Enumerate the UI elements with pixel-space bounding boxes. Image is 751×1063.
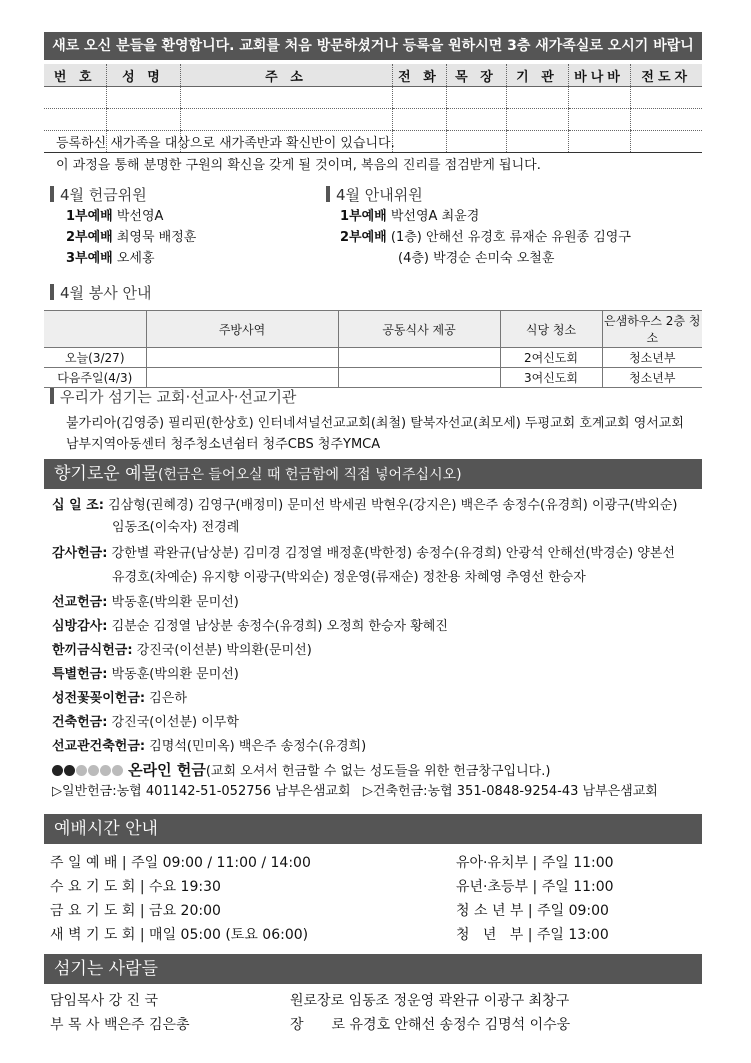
table-cell: 2여신도회 (500, 348, 602, 368)
col-barnabas: 바나바 (568, 64, 630, 87)
row-label: 2부예배 (66, 230, 113, 245)
list-item: 수 요 기 도 회 | 수요 19:30 (50, 879, 221, 895)
section-bar (50, 388, 54, 404)
list-item (52, 688, 187, 710)
section-bar (326, 186, 330, 202)
building-account: ▷건축헌금:농협 351-0848-9254-43 남부은샘교회 (362, 784, 658, 799)
offering-names: 박동훈(박의환 문미선) (111, 595, 239, 610)
list-item (66, 206, 196, 227)
account-line (52, 781, 658, 803)
col-evangelist: 전도자 (630, 64, 702, 87)
service-col-house: 은샘하우스 2층 청소 (602, 311, 702, 348)
servant-role: 원로장로 (290, 993, 345, 1009)
list-item: 유아·유치부 | 주일 11:00 (456, 855, 614, 871)
table-cell (338, 368, 500, 388)
row-names: 최영묵 배정훈 (116, 230, 197, 245)
servant-role: 담임목사 (50, 993, 105, 1009)
col-phone: 전 화 (392, 64, 446, 87)
service-col-kitchen: 주방사역 (146, 311, 338, 348)
row-names: (1층) 안해선 유경호 류재순 유원종 김영구 (390, 230, 631, 245)
servant-role: 장 로 (290, 1017, 346, 1033)
col-address: 주 소 (180, 64, 392, 87)
section-bar (50, 284, 54, 300)
dots-icon (52, 764, 124, 779)
table-cell: 오늘(3/27) (44, 348, 146, 368)
table-cell: 다음주일(4/3) (44, 368, 146, 388)
registration-note-2: 이 과정을 통해 분명한 구원의 확신을 갖게 될 것이며, 복음의 진리를 점검받게 됩니다. (56, 158, 541, 173)
section-bar (50, 186, 54, 202)
servants-header: 섬기는 사람들 (44, 954, 702, 984)
worship-name: 새 벽 기 도 회 (50, 927, 136, 943)
servant-names: 유경호 안해선 송정수 김명석 이수웅 (349, 1017, 571, 1033)
list-item: 청 소 년 부 | 주일 09:00 (456, 903, 609, 919)
worship-name: 수 요 기 도 회 (50, 879, 136, 895)
table-cell: 3여신도회 (500, 368, 602, 388)
missions-title (50, 386, 296, 407)
ushers-list (340, 206, 631, 269)
row-names: 박선영A (116, 209, 164, 224)
registration-header-row (44, 64, 702, 87)
table-row (44, 109, 702, 131)
offering-label: 십 일 조: (52, 498, 104, 513)
service-col-date (44, 311, 146, 348)
list-item (52, 664, 239, 686)
list-item (66, 248, 196, 269)
offering-names: 임동조(이숙자) 전경례 (112, 520, 240, 535)
general-account: ▷일반헌금:농협 401142-51-052756 남부은샘교회 (52, 784, 351, 799)
offering-committee-list (66, 206, 196, 269)
list-item: 유년·초등부 | 주일 11:00 (456, 879, 614, 895)
list-item (340, 206, 631, 227)
offerings-header (44, 459, 702, 489)
list-item: 금 요 기 도 회 | 금요 20:00 (50, 903, 221, 919)
worship-time: 주일 13:00 (536, 927, 609, 943)
online-offering (52, 759, 550, 783)
row-label: 2부예배 (340, 230, 387, 245)
worship-name: 유년·초등부 (456, 879, 529, 895)
list-item (52, 495, 678, 517)
offering-names: 김명석(민미옥) 백은주 송정수(유경희) (149, 739, 367, 754)
offering-committee-title (50, 184, 147, 205)
service-header-row (44, 311, 702, 348)
worship-time: 매일 05:00 (토요 06:00) (149, 927, 309, 943)
table-cell: 청소년부 (602, 348, 702, 368)
offering-label: 감사헌금: (52, 546, 108, 561)
offerings-header-note: (헌금은 들어오실 때 헌금함에 직접 넣어주십시오) (157, 467, 462, 483)
table-row (44, 87, 702, 109)
offering-label: 선교헌금: (52, 595, 108, 610)
worship-name: 금 요 기 도 회 (50, 903, 136, 919)
service-table (44, 310, 702, 388)
table-cell (146, 348, 338, 368)
ushers-title (326, 184, 423, 205)
col-organization: 기 관 (506, 64, 568, 87)
table-cell: 청소년부 (602, 368, 702, 388)
service-col-cafeteria: 식당 청소 (500, 311, 602, 348)
service-title-text: 4월 봉사 안내 (60, 284, 152, 302)
list-item (340, 227, 631, 248)
list-item (290, 990, 569, 1010)
servant-names: 임동조 정운영 곽완규 이광구 최창구 (348, 993, 570, 1009)
row-names: (4층) 박경순 손미숙 오철훈 (398, 251, 555, 266)
list-item (50, 1014, 190, 1034)
offering-committee-title-text: 4월 헌금위원 (60, 186, 147, 204)
offering-label: 특별헌금: (52, 667, 108, 682)
list-item (290, 1014, 570, 1034)
worship-name: 유아·유치부 (456, 855, 529, 871)
offering-label: 선교관건축헌금: (52, 739, 146, 754)
list-item (112, 517, 239, 539)
worship-time: 금요 20:00 (149, 903, 221, 919)
online-offering-note: (교회 오셔서 헌금할 수 없는 성도들을 위한 헌금창구입니다.) (205, 764, 551, 779)
servant-names: 강 진 국 (108, 993, 159, 1009)
worship-time: 주일 11:00 (541, 855, 614, 871)
offering-names: 김분순 김정열 남상분 송정수(유경희) 오정희 한승자 황혜진 (111, 619, 448, 634)
registration-banner: 새로 오신 분들을 환영합니다. 교회를 처음 방문하셨거나 등록을 원하시면 3층 새가족실로 오시기 바랍니 (44, 32, 702, 60)
row-names: 박선영A 최윤경 (390, 209, 480, 224)
worship-time: 주일 09:00 (537, 903, 609, 919)
list-item (112, 567, 586, 589)
list-item (52, 592, 239, 614)
worship-name: 주 일 예 배 (50, 855, 118, 871)
servant-names: 백은주 김은총 (103, 1017, 190, 1033)
missions-line-1: 불가리아(김영중) 필리핀(한상호) 인터네셔널선교교회(최철) 탈북자선교(최모세) 두평교회 호계교회 영서교회 (66, 416, 684, 431)
worship-time: 수요 19:30 (149, 879, 221, 895)
missions-line-2: 남부지역아동센터 청주청소년쉼터 청주CBS 청주YMCA (66, 437, 381, 452)
offering-names: 박동훈(박의환 문미선) (111, 667, 239, 682)
ushers-title-text: 4월 안내위원 (336, 186, 423, 204)
list-item (66, 227, 196, 248)
offering-names: 강진국(이선분) 이무학 (111, 715, 239, 730)
list-item: 새 벽 기 도 회 | 매일 05:00 (토요 06:00) (50, 927, 309, 943)
list-item: 주 일 예 배 | 주일 09:00 / 11:00 / 14:00 (50, 855, 311, 871)
worship-time: 주일 11:00 (541, 879, 614, 895)
offering-label: 건축헌금: (52, 715, 108, 730)
list-item (52, 712, 239, 734)
missions-title-text: 우리가 섬기는 교회·선교사·선교기관 (60, 388, 297, 406)
service-col-meal: 공동식사 제공 (338, 311, 500, 348)
offering-names: 강진국(이선분) 박의환(문미선) (136, 643, 312, 658)
offering-label: 한끼금식헌금: (52, 643, 133, 658)
offering-label: 심방감사: (52, 619, 108, 634)
offering-names: 강한별 곽완규(남상분) 김미경 김정열 배정훈(박한정) 송정수(유경희) 안광석 안해선(박경순) 양본선 (111, 546, 675, 561)
table-cell (338, 348, 500, 368)
row-label: 3부예배 (66, 251, 113, 266)
offering-names: 김은하 (149, 691, 187, 706)
list-item (52, 640, 312, 662)
list-item (340, 248, 631, 269)
row-label: 1부예배 (340, 209, 387, 224)
worship-name: 청 소 년 부 (456, 903, 524, 919)
online-offering-title: 온라인 헌금 (128, 761, 206, 779)
col-name: 성 명 (106, 64, 180, 87)
row-names: 오세홍 (116, 251, 155, 266)
list-item (52, 616, 448, 638)
registration-note-1: 등록하신 새가족을 대상으로 새가족반과 확신반이 있습니다. (56, 136, 395, 151)
worship-time: 주일 09:00 / 11:00 / 14:00 (131, 855, 311, 871)
offering-names: 김삼형(권혜경) 김영구(배정미) 문미선 박세권 박현우(강지은) 백은주 송정수(유경희) 이광구(박외순) (108, 498, 678, 513)
list-item (50, 990, 158, 1010)
servant-role: 부 목 사 (50, 1017, 100, 1033)
offering-label: 성전꽃꽂이헌금: (52, 691, 146, 706)
list-item: 청 년 부 | 주일 13:00 (456, 927, 609, 943)
table-row (44, 348, 702, 368)
list-item (52, 543, 675, 565)
row-label: 1부예배 (66, 209, 113, 224)
service-title (50, 282, 152, 303)
col-number: 번 호 (44, 64, 106, 87)
table-cell (146, 368, 338, 388)
table-row (44, 368, 702, 388)
list-item (52, 736, 366, 758)
col-group: 목 장 (446, 64, 506, 87)
offerings-header-title: 향기로운 예물 (54, 464, 158, 484)
offering-names: 유경호(차예순) 유지향 이광구(박외순) 정운영(류재순) 정찬용 차혜영 추영선 한승자 (112, 570, 586, 585)
worship-header: 예배시간 안내 (44, 814, 702, 844)
worship-name: 청 년 부 (456, 927, 524, 943)
